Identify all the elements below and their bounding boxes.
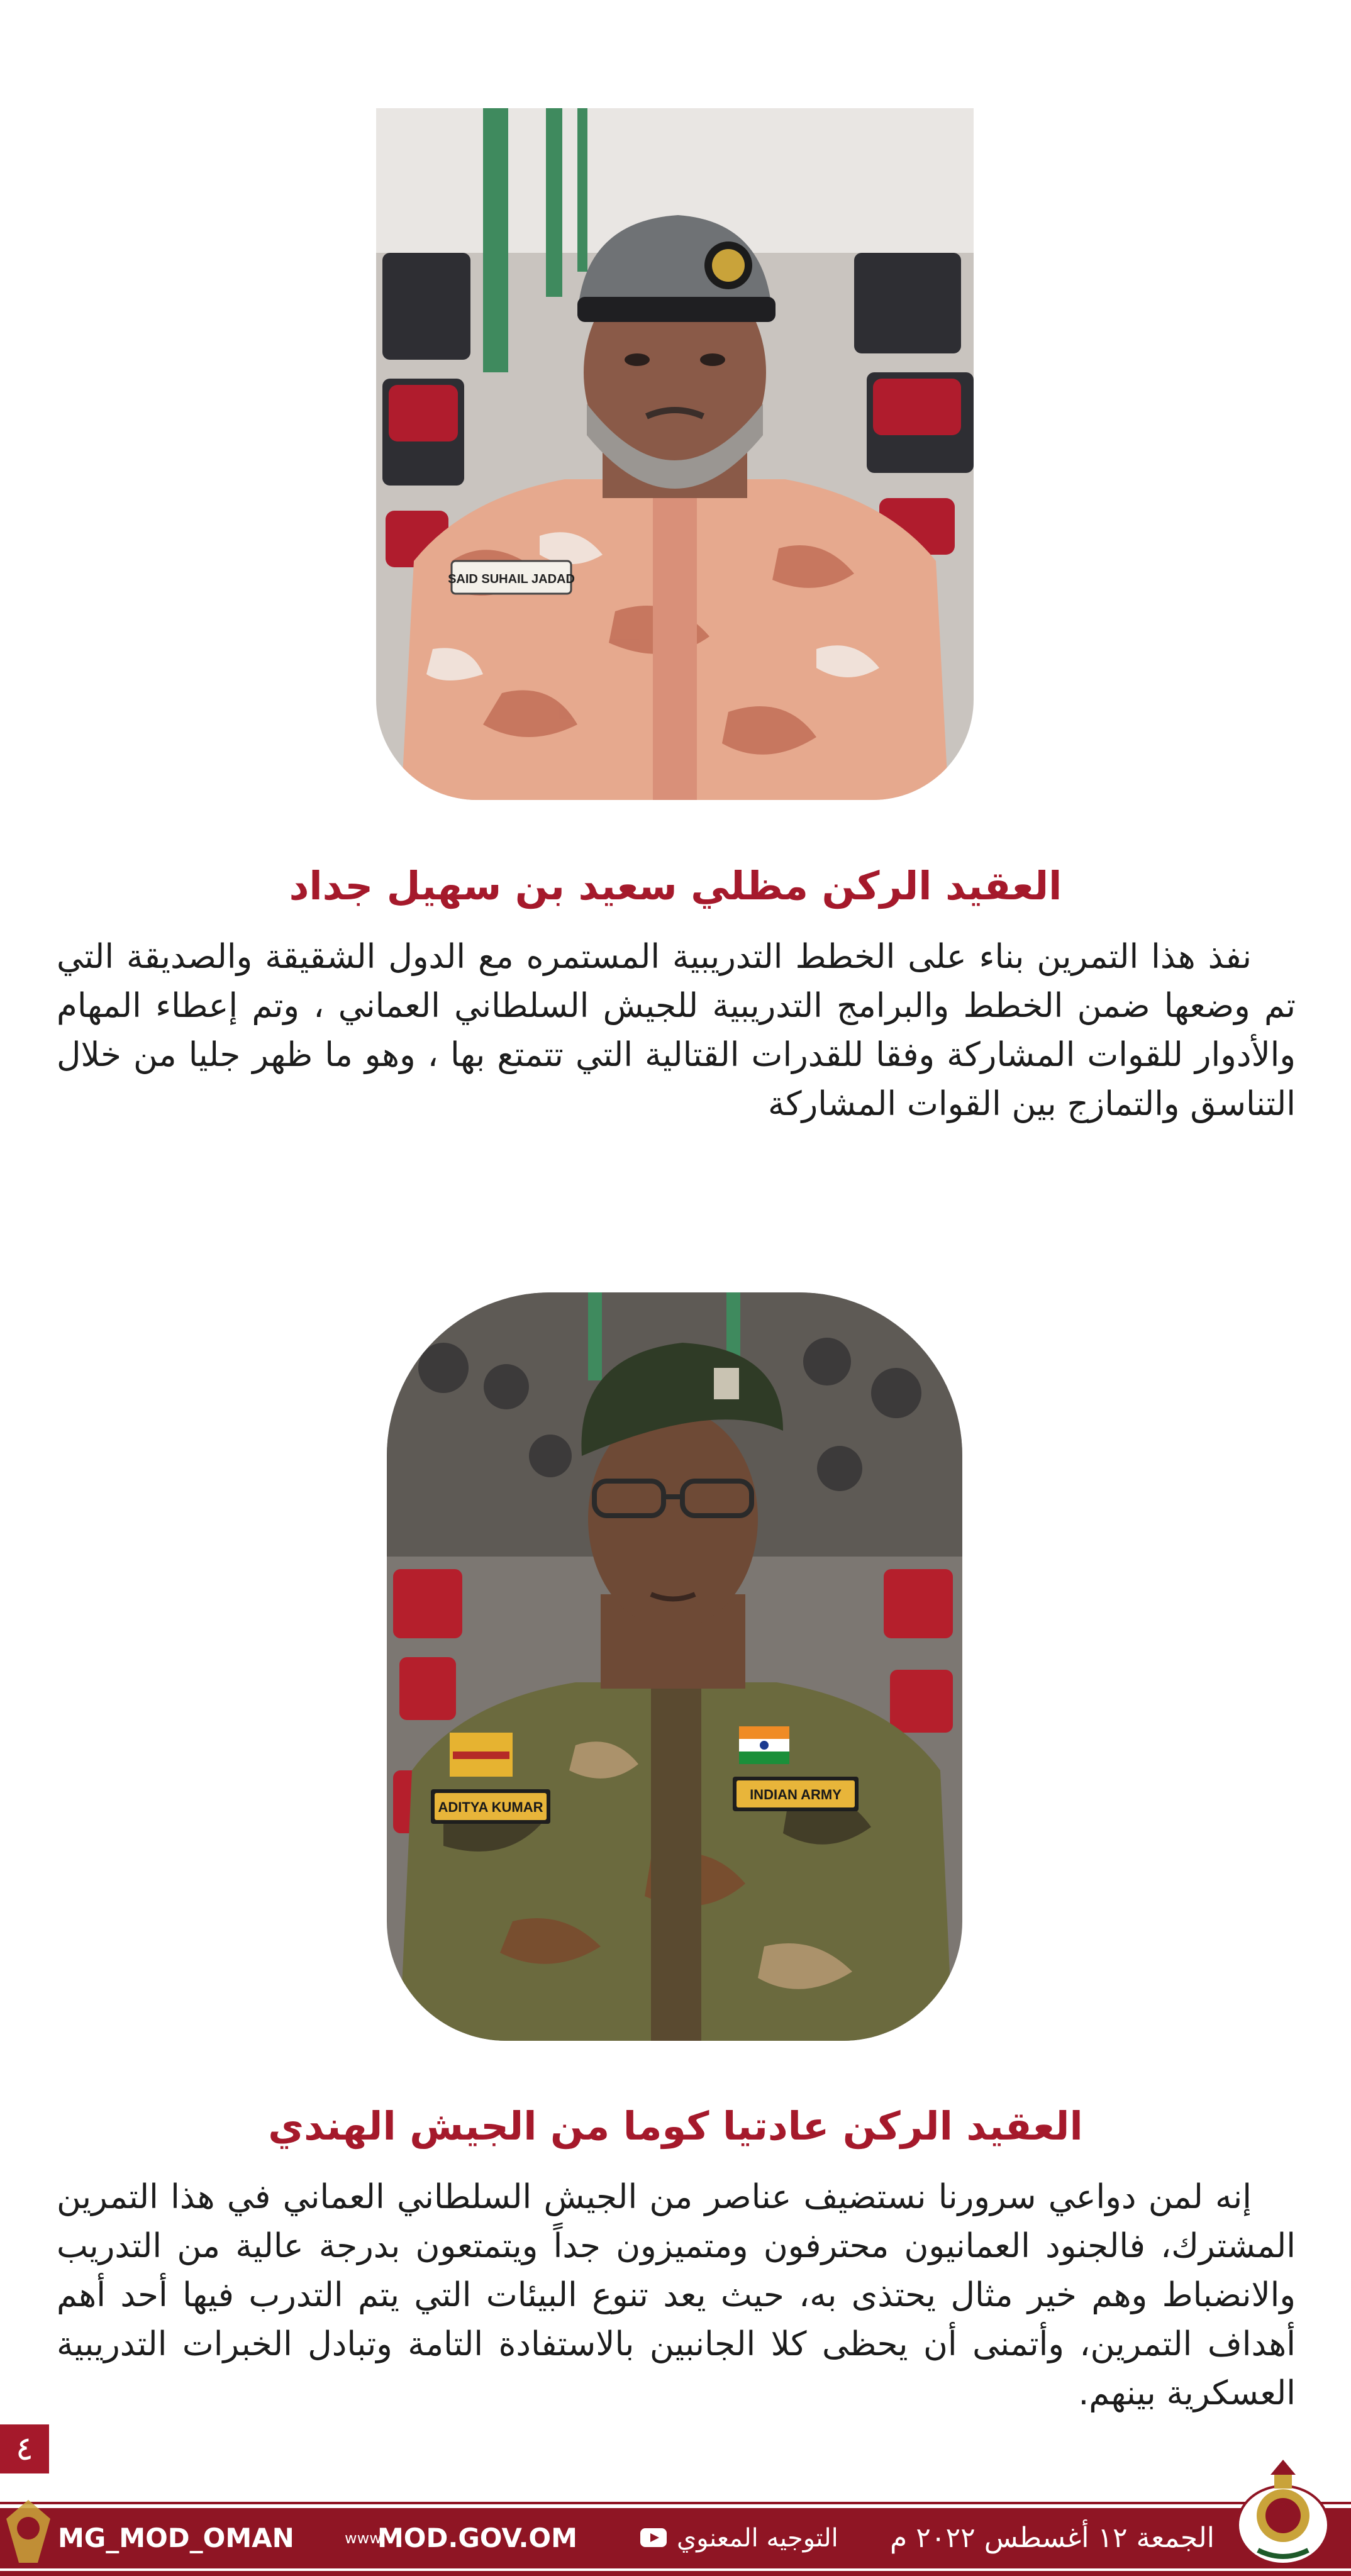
officer-1-name-tag: SAID SUHAIL JADAD — [448, 572, 575, 586]
ministry-logo-icon — [1233, 2456, 1333, 2569]
website-prefix: www — [345, 2529, 382, 2547]
footer-divider-bottom — [0, 2571, 1351, 2576]
footer-bar — [0, 2508, 1351, 2568]
officer-2-name-tag: ADITYA KUMAR — [438, 1799, 543, 1815]
page-number: ٤ — [0, 2424, 49, 2473]
issue-date: الجمعة ١٢ أغسطس ٢٠٢٢ م — [890, 2522, 1215, 2554]
officer-2-name: العقيد الركن عادتيا كوما من الجيش الهندي — [268, 2103, 1083, 2150]
emblem-icon — [0, 2494, 57, 2569]
officer-2-photo — [387, 1292, 962, 2041]
website-link[interactable]: MOD.GOV.OM — [377, 2523, 577, 2553]
social-handle[interactable]: MG_MOD_OMAN — [58, 2523, 294, 2553]
officer-2-unit-tag: INDIAN ARMY — [750, 1787, 842, 1802]
footer-divider — [0, 2502, 1351, 2504]
officer-2-statement: إنه لمن دواعي سرورنا نستضيف عناصر من الجيش السلطاني العماني في هذا التمرين المشترك، فالجنود العمانيون محترفون ومتميزون جداً ويتمتعون بدرجة عالية من التدريب والانضباط وهم خير مثال يحتذى به، حيث يعد تنوع البيئات التي يتم التدرب فيها أحد أهم أهداف التمرين، وأتمنى أن يحظى كلا الجانبين بالاستفادة التامة وتبادل الخبرات التدريبية العسكرية بينهم. — [57, 2178, 1296, 2412]
officer-1-statement: نفذ هذا التمرين بناء على الخطط التدريبية المستمره مع الدول الشقيقة والصديقة التي تم وضعها ضمن الخطط والبرامج التدريبية للجيش السلطاني العماني ، وتم إعطاء المهام والأدوار للقوات المشاركة وفقا للقدرات القتالية التي تتمتع بها ، وهو ما ظهر جليا من خلال التناسق والتمازج بين القوات المشاركة — [57, 938, 1296, 1123]
officer-1-photo — [376, 108, 974, 800]
officer-1-name: العقيد الركن مظلي سعيد بن سهيل جداد — [289, 863, 1062, 909]
youtube-icon[interactable] — [640, 2528, 667, 2547]
channel-name[interactable]: التوجيه المعنوي — [677, 2524, 838, 2553]
